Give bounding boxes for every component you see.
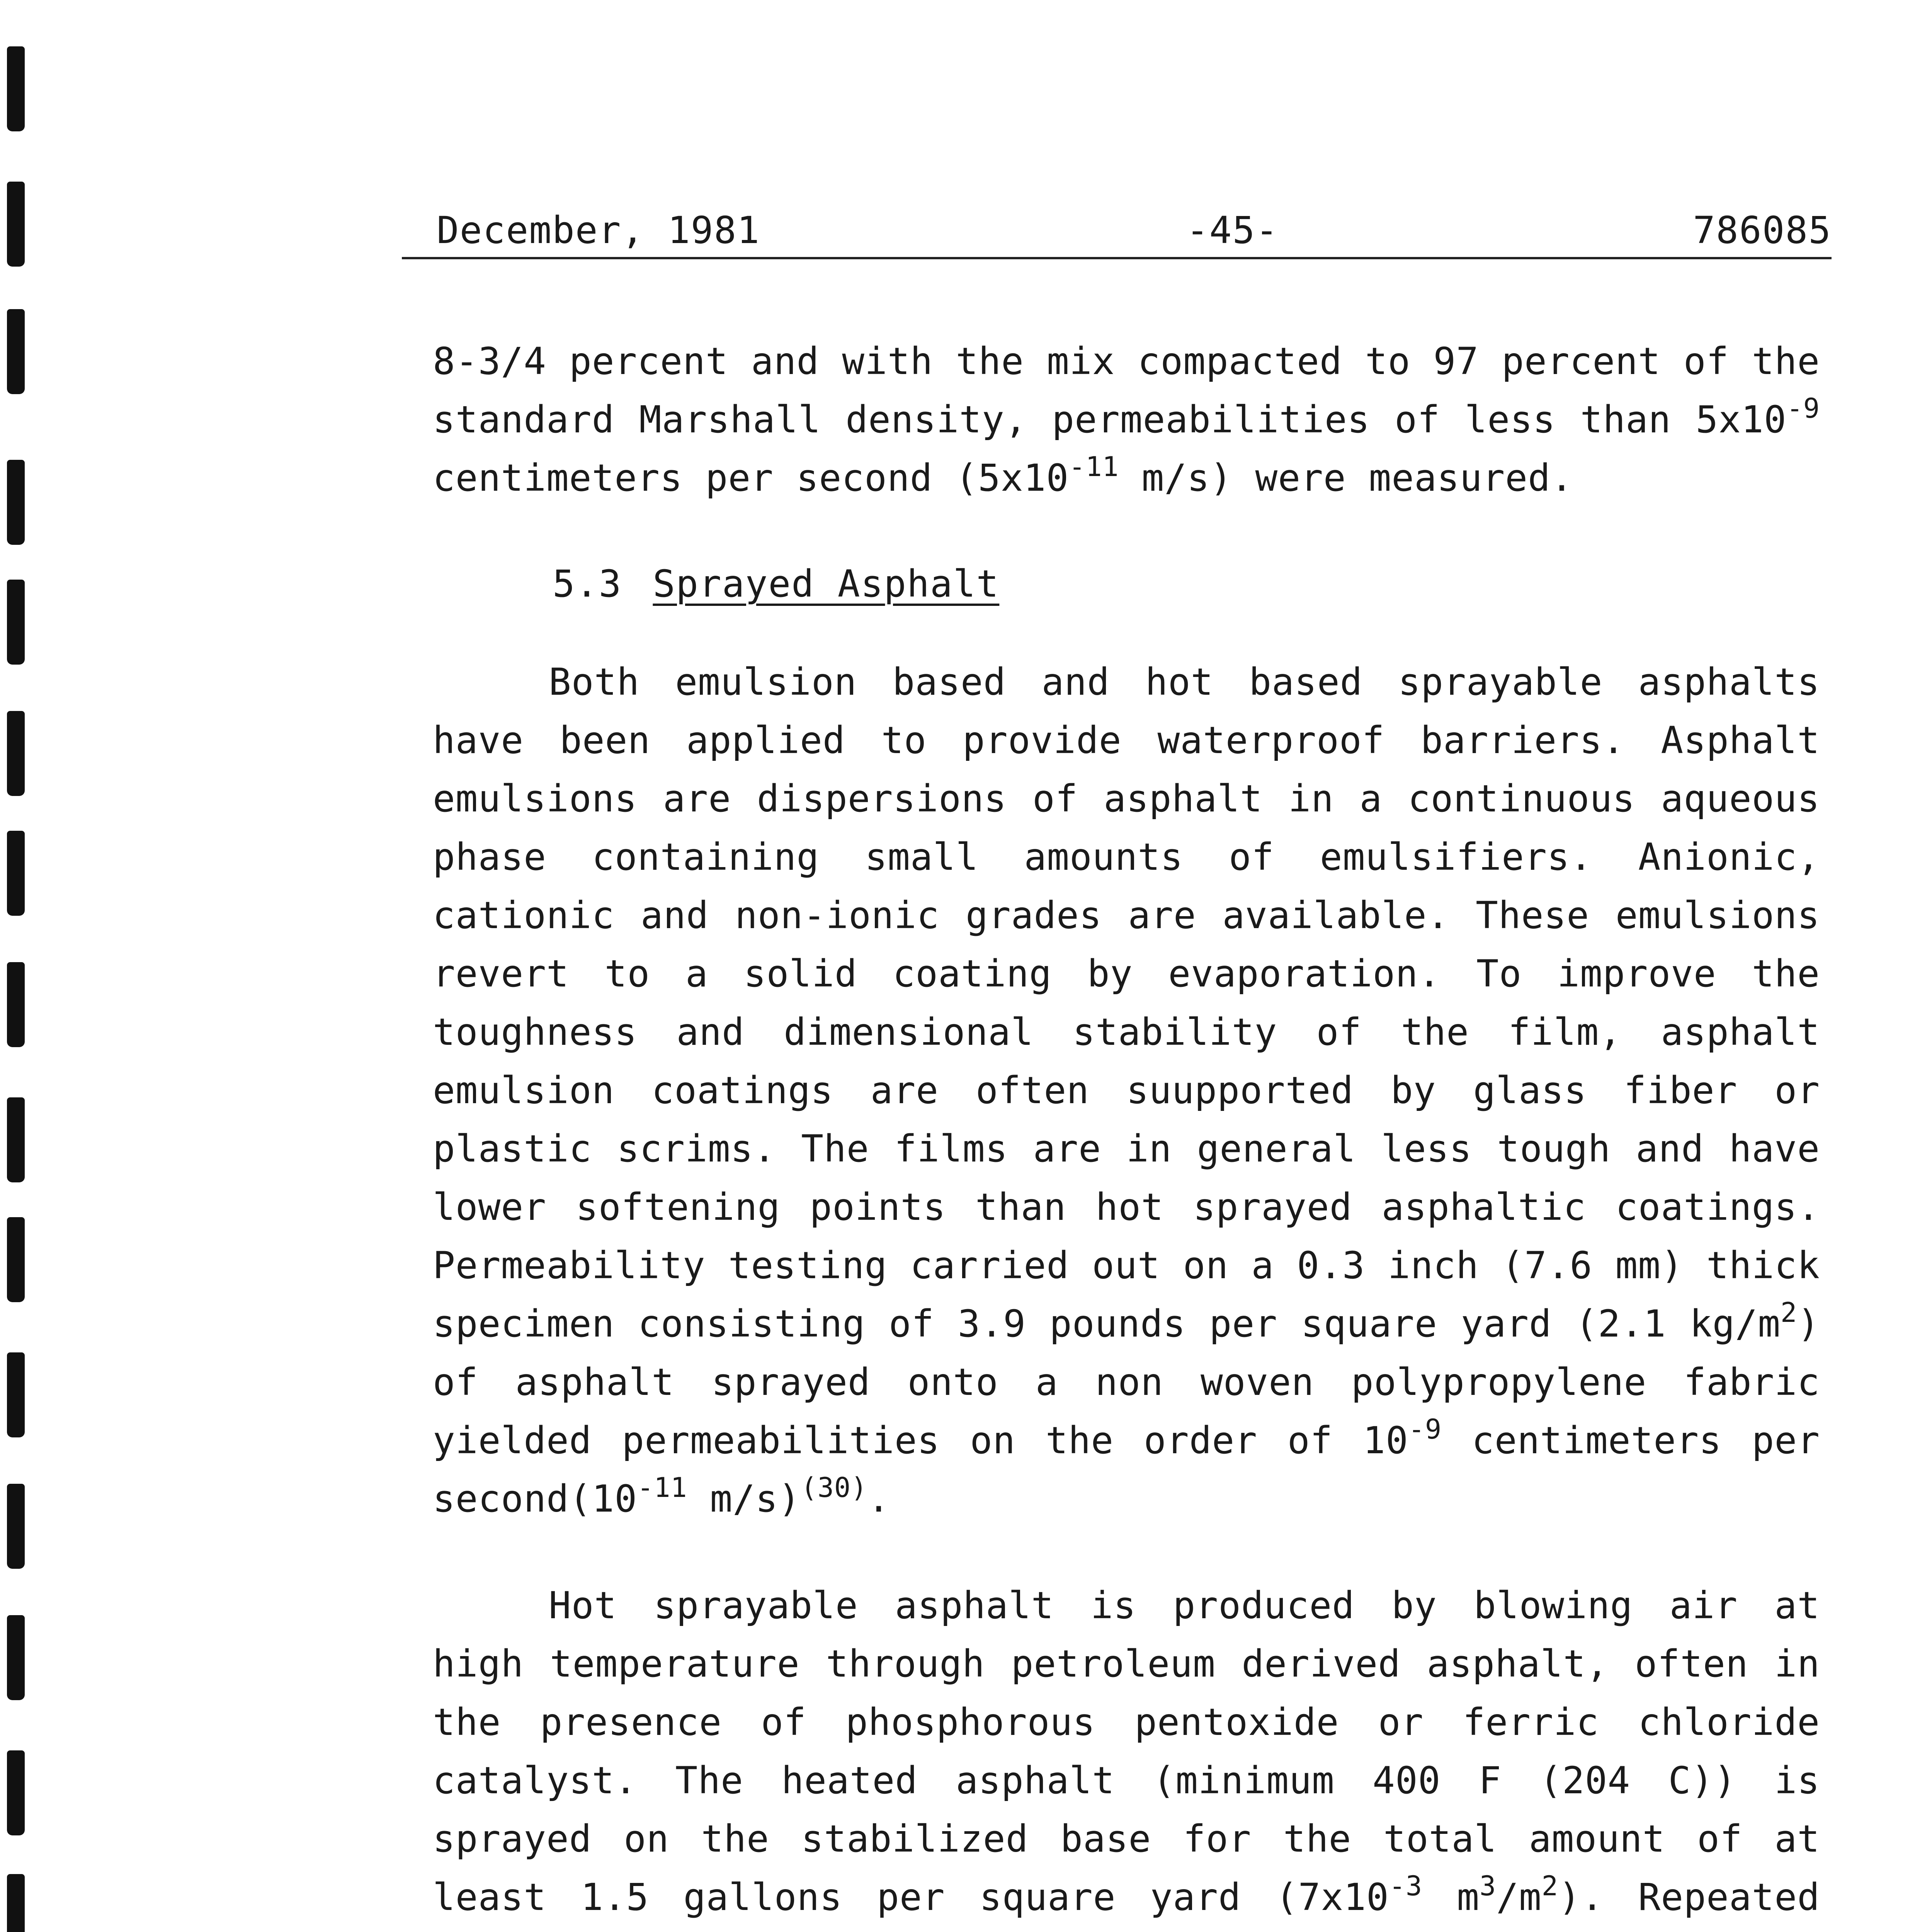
superscript: -3 (1389, 1870, 1423, 1902)
text-run: m/s) were measured. (1119, 456, 1573, 500)
binder-hole-marks (0, 0, 54, 1932)
binder-mark (7, 1874, 25, 1932)
superscript: 2 (1781, 1297, 1798, 1328)
text-run: ) of asphalt sprayed onto a non woven polypropylene fabric yielded permeabilities on the order of 10 (433, 1302, 1820, 1462)
superscript: -9 (1408, 1413, 1442, 1445)
superscript: -11 (1069, 451, 1119, 483)
superscript: -9 (1786, 393, 1820, 424)
text-run: Hot sprayable asphalt is produced by blowing air at high temperature through petroleum derived asphalt, often in the presence of phosphorous pentoxide or ferric chloride catalyst. The heated asphalt (minimum 400 F (204 C)) is sprayed on the stabilized base for the total amount of at least 1.5 gallons per square yard (7x10 (433, 1584, 1820, 1919)
paragraph-emulsion (433, 653, 1820, 1528)
page-header (402, 209, 1832, 263)
text-run: centimeters per second (5x10 (433, 456, 1069, 500)
binder-mark (7, 711, 25, 796)
text-run: m (1422, 1876, 1480, 1919)
header-page-number: -45- (1186, 209, 1279, 252)
binder-mark (7, 1352, 25, 1437)
binder-mark (7, 962, 25, 1047)
header-rule (402, 257, 1832, 259)
section-number: 5.3 (553, 562, 622, 605)
section-title: Sprayed Asphalt (653, 562, 1000, 605)
paragraph-hot-sprayable (433, 1577, 1820, 1932)
header-date: December, 1981 (437, 209, 760, 252)
binder-mark (7, 1097, 25, 1182)
text-run: m/s) (687, 1477, 801, 1520)
binder-mark (7, 1615, 25, 1700)
binder-mark (7, 1484, 25, 1569)
superscript: 2 (1541, 1870, 1558, 1902)
binder-mark (7, 580, 25, 665)
binder-mark (7, 46, 25, 131)
text-run: ). Repeated (1558, 1876, 1820, 1919)
section-heading (553, 562, 999, 605)
binder-mark (7, 1750, 25, 1835)
reference-superscript: (30) (801, 1472, 868, 1503)
header-document-number: 786085 (1693, 209, 1832, 252)
binder-mark (7, 831, 25, 916)
binder-mark (7, 1217, 25, 1302)
text-run: Both emulsion based and hot based sprayable asphalts have been applied to provide waterproof barriers. Asphalt emulsions are dispersions of asphalt in a continuous aqueous phase containing small amounts of emulsifiers. Anionic, cationic and non-ionic grades are available. These emulsions revert to a solid coating by evaporation. To improve the toughness and dimensional stability of the film, asphalt emulsion coatings are often suupported by glass fiber or plastic scrims. The films are in general less tough and have lower softening points than hot sprayed asphaltic coatings. Permeability testing carried out on a 0.3 inch (7.6 mm) thick specimen consisting of 3.9 pounds per square yard (2.1 kg/m (433, 660, 1820, 1345)
text-run: centimeters per second(10 (433, 1419, 1820, 1520)
superscript: 3 (1480, 1870, 1497, 1902)
text-run: 8-3/4 percent and with the mix compacted to 97 percent of the standard Marshall density, permeabilities of less than 5x10 (433, 340, 1820, 441)
superscript: -11 (637, 1472, 687, 1503)
continuation-paragraph (433, 332, 1820, 507)
text-run: /m (1496, 1876, 1542, 1919)
binder-mark (7, 182, 25, 267)
text-run: . (867, 1477, 890, 1520)
binder-mark (7, 309, 25, 394)
binder-mark (7, 460, 25, 545)
